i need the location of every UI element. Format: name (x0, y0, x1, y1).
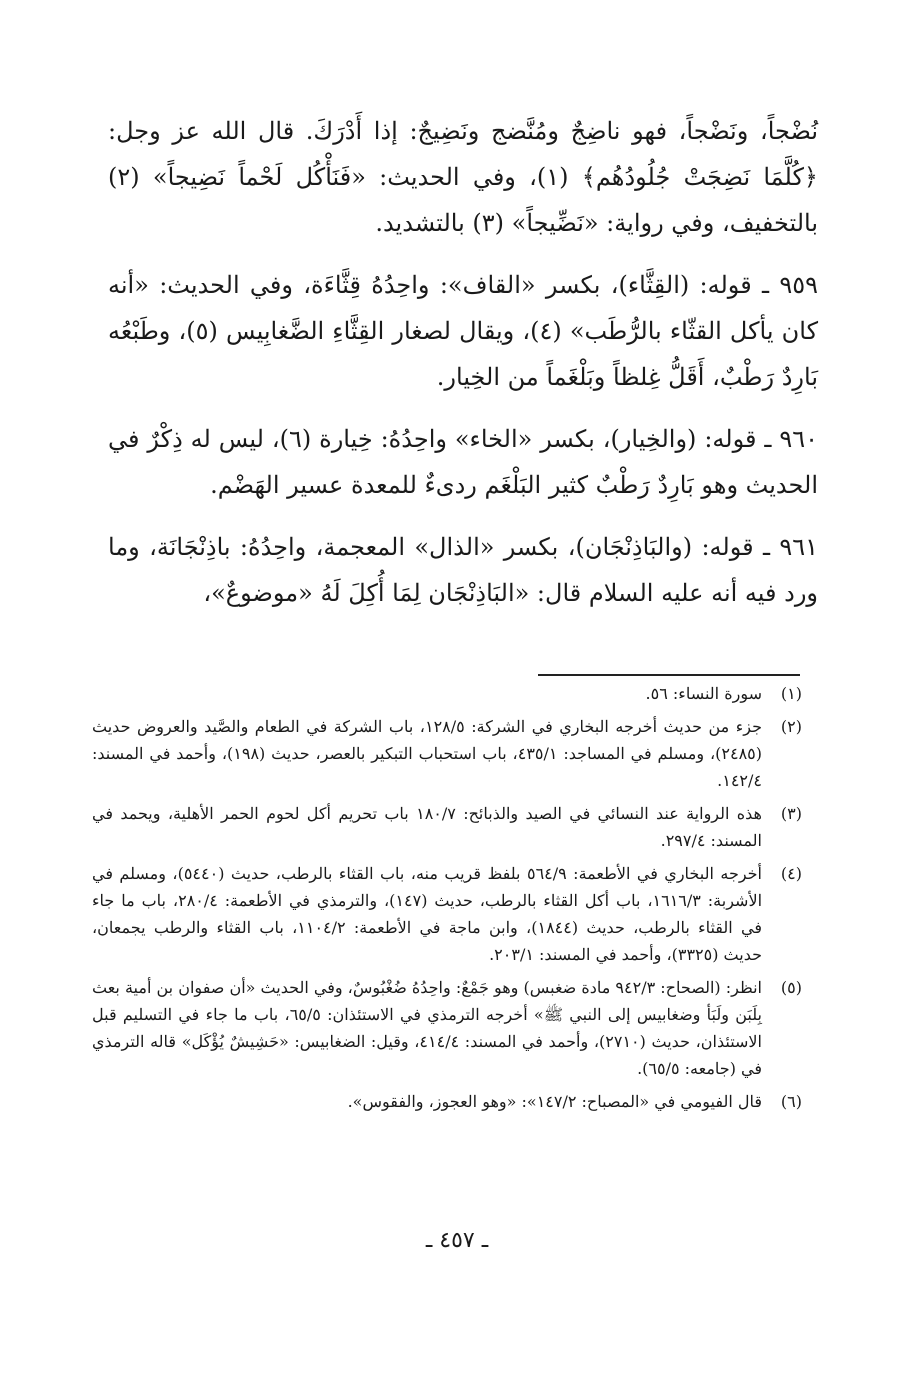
footnote-3 (92, 800, 802, 854)
footnote-text: قال الفيومي في «المصباح: ١٤٧/٢»: «وهو العجوز، والفقوس». (347, 1092, 762, 1111)
footnotes (92, 680, 802, 1121)
footnote-separator (538, 674, 800, 676)
footnote-text: سورة النساء: ٥٦. (645, 684, 762, 703)
footnote-text: انظر: (الصحاح: ٩٤٢/٣ مادة ضغبس) وهو جَمْعٌ: واحِدُهُ ضُغْبُوسٌ، وفي الحديث «أن صفوان بن أمية بعث بِلَبَن ولَبَأ وضغابيس إلى النبي ﷺ» أخرجه الترمذي في الاستئذان: ٦٥/٥، باب ما جاء في التسليم قبل الاستئذان، حديث (٢٧١٠)، وأحمد في المسند: ٤١٤/٤، وقيل: الضغابيس: «حَشِيشٌ يُؤْكَل» قاله الترمذي في (جامعه: ٦٥/٥). (92, 978, 763, 1078)
footnote-number: (٤) (780, 864, 802, 883)
footnote-6 (92, 1088, 802, 1115)
paragraph-961: ٩٦١ ـ قوله: (والبَاذِنْجَان)، بكسر «الذال» المعجمة، واحِدُهُ: باذِنْجَانَة، وما ورد فيه أنه عليه السلام قال: «البَاذِنْجَان لِمَا أُكِلَ لَهُ «موضوعٌ»، (108, 533, 818, 607)
main-text (108, 108, 818, 632)
footnote-number: (١) (780, 684, 802, 703)
footnote-5 (92, 974, 802, 1082)
footnote-number: (٣) (780, 804, 802, 823)
footnote-4 (92, 860, 802, 968)
footnote-2 (92, 713, 802, 794)
footnote-number: (٢) (780, 717, 802, 736)
page-number: ـ ٤٥٧ ـ (425, 1228, 489, 1253)
footnote-1 (92, 680, 802, 707)
paragraph-960: ٩٦٠ ـ قوله: (والخِيار)، بكسر «الخاء» واحِدُهُ: خِيارة (٦)، ليس له ذِكْرٌ في الحديث وهو بَارِدٌ رَطْبٌ كثير البَلْغَم ردىءٌ للمعدة عسير الهَضْم. (108, 425, 818, 499)
footnote-number: (٥) (780, 978, 802, 997)
footnote-text: جزء من حديث أخرجه البخاري في الشركة: ١٢٨/٥، باب الشركة في الطعام والصَّيد والعروض حديث (٢٤٨٥)، ومسلم في المساجد: ٤٣٥/١، باب استحباب التبكير بالعصر، حديث (١٩٨)، وأحمد في المسند: ١٤٢/٤. (92, 717, 763, 790)
paragraph-intro: نُضْجاً، ونَضْجاً، فهو ناضِجٌ ومُنَّضج ونَضِيجٌ: إذا أَدْرَكَ. قال الله عز وجل: ﴿كُلَّمَا نَضِجَتْ جُلُودُهُم﴾ (١)، وفي الحديث: «فَنَأْكُل لَحْماً نَضِيجاً» (٢) بالتخفيف، وفي رواية: «نَضِّيجاً» (٣) بالتشديد. (108, 117, 818, 237)
footnote-number: (٦) (780, 1092, 802, 1111)
footnote-text: هذه الرواية عند النسائي في الصيد والذبائح: ١٨٠/٧ باب تحريم أكل لحوم الحمر الأهلية، ويحمد في المسند: ٢٩٧/٤. (92, 804, 762, 850)
paragraph-959: ٩٥٩ ـ قوله: (القِثَّاء)، بكسر «القاف»: واحِدُهُ قِثَّاءَة، وفي الحديث: «أنه كان يأكل القثّاء بالرُّطَب» (٤)، ويقال لصغار القِثَّاءِ الضَّغابِيس (٥)، وطَبْعُه بَارِدٌ رَطْبٌ، أَقَلُّ غِلظاً وبَلْغَماً من الخِيار. (108, 271, 818, 391)
footnote-text: أخرجه البخاري في الأطعمة: ٥٦٤/٩ بلفظ قريب منه، باب القثاء بالرطب، حديث (٥٤٤٠)، ومسلم في الأشربة: ١٦١٦/٣، باب أكل القثاء بالرطب، حديث (١٤٧)، والترمذي في الأطعمة: ٢٨٠/٤، باب ما جاء في القثاء بالرطب، حديث (١٨٤٤)، وابن ماجة في الأطعمة: ١١٠٤/٢، باب القثاء والرطب يجمعان، حديث (٣٣٢٥)، وأحمد في المسند: ٢٠٣/١. (92, 864, 763, 964)
